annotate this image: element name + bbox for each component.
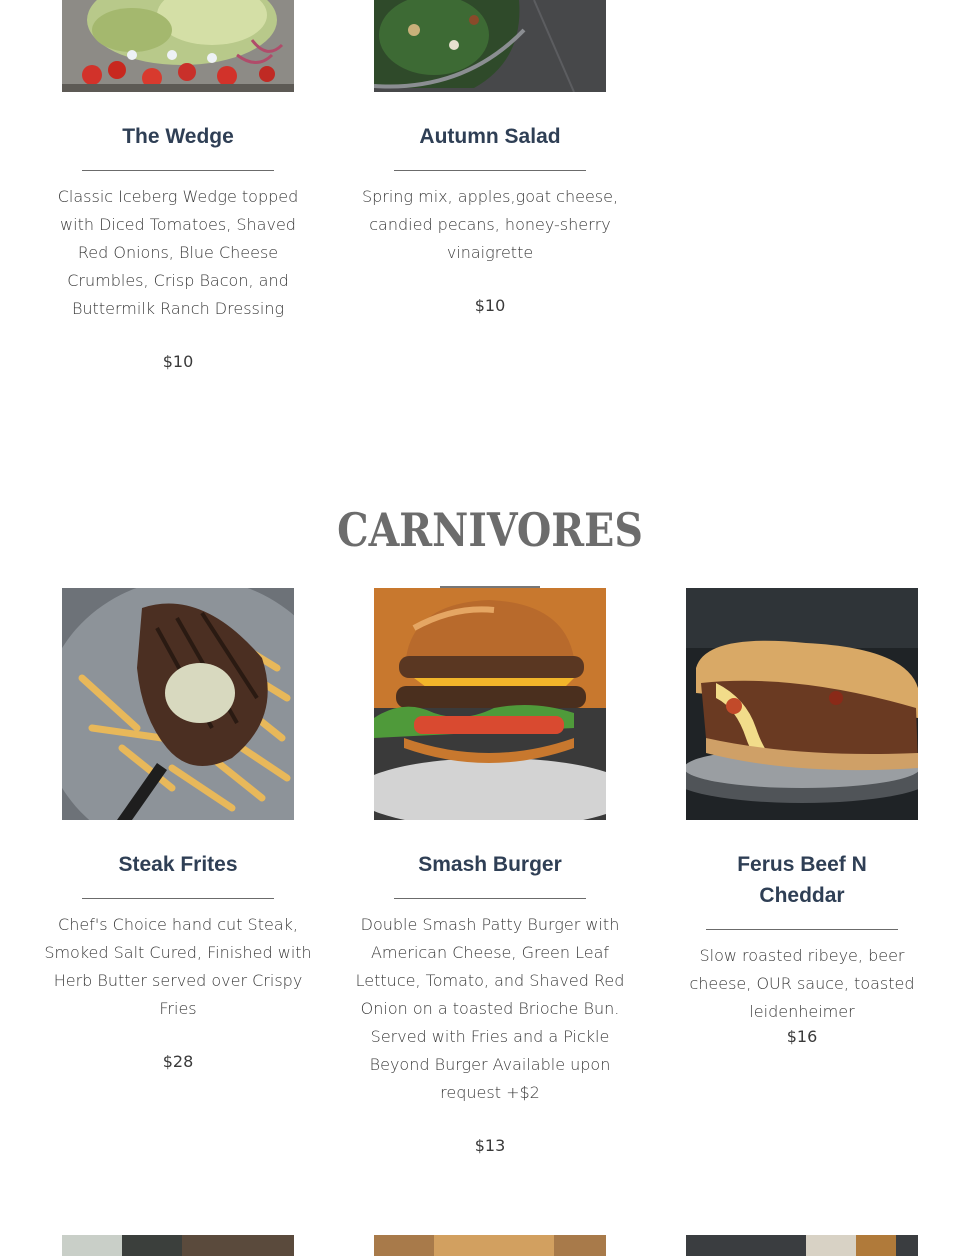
item-description-smash-burger: Double Smash Patty Burger with American Cheese, Green Leaf Lettuce, Tomato, and Shaved Red Onion on a toasted Brioche Bun. Served with Fries and a Pickle Beyond Burger Available upon request +$2: [355, 915, 625, 1102]
item-price-the-wedge: $10: [162, 352, 194, 371]
item-description-steak-frites: Chef's Choice hand cut Steak, Smoked Salt Cured, Finished with Herb Butter served over Crispy Fries: [44, 915, 312, 1018]
item-divider: [82, 898, 274, 899]
item-divider: [706, 929, 898, 930]
item-price-steak-frites: $28: [162, 1052, 194, 1071]
beef-cheddar-image: [686, 588, 918, 820]
wedge-salad-image: [62, 0, 294, 92]
item-name-smash-burger: Smash Burger: [418, 853, 562, 876]
smash-burger-image: [374, 588, 606, 820]
item-description-the-wedge: Classic Iceberg Wedge topped with Diced Tomatoes, Shaved Red Onions, Blue Cheese Crumbles, Crisp Bacon, and Buttermilk Ranch Dressing: [57, 187, 299, 318]
section-title-carnivores: CARNIVORES: [337, 503, 643, 557]
item-price-ferus-beef-n-cheddar: $16: [786, 1027, 818, 1046]
autumn-salad-image: [374, 0, 606, 92]
steak-frites-image: [62, 588, 294, 820]
item-divider: [394, 170, 586, 171]
item-name-the-wedge: The Wedge: [122, 125, 234, 148]
item-name-steak-frites: Steak Frites: [118, 853, 238, 876]
item-divider: [82, 170, 274, 171]
item-price-autumn-salad: $10: [474, 296, 506, 315]
item-divider: [394, 898, 586, 899]
next-item-image-1: [62, 1235, 294, 1256]
item-price-smash-burger: $13: [474, 1136, 506, 1155]
item-name-autumn-salad: Autumn Salad: [419, 125, 561, 148]
next-item-image-3: [686, 1235, 918, 1256]
next-item-image-2: [374, 1235, 606, 1256]
item-description-ferus-beef-n-cheddar: Slow roasted ribeye, beer cheese, OUR sauce, toasted leidenheimer: [689, 946, 915, 1021]
item-name-ferus-beef-n-cheddar: Ferus Beef N Cheddar: [737, 853, 867, 907]
item-description-autumn-salad: Spring mix, apples,goat cheese, candied pecans, honey-sherry vinaigrette: [361, 187, 619, 262]
